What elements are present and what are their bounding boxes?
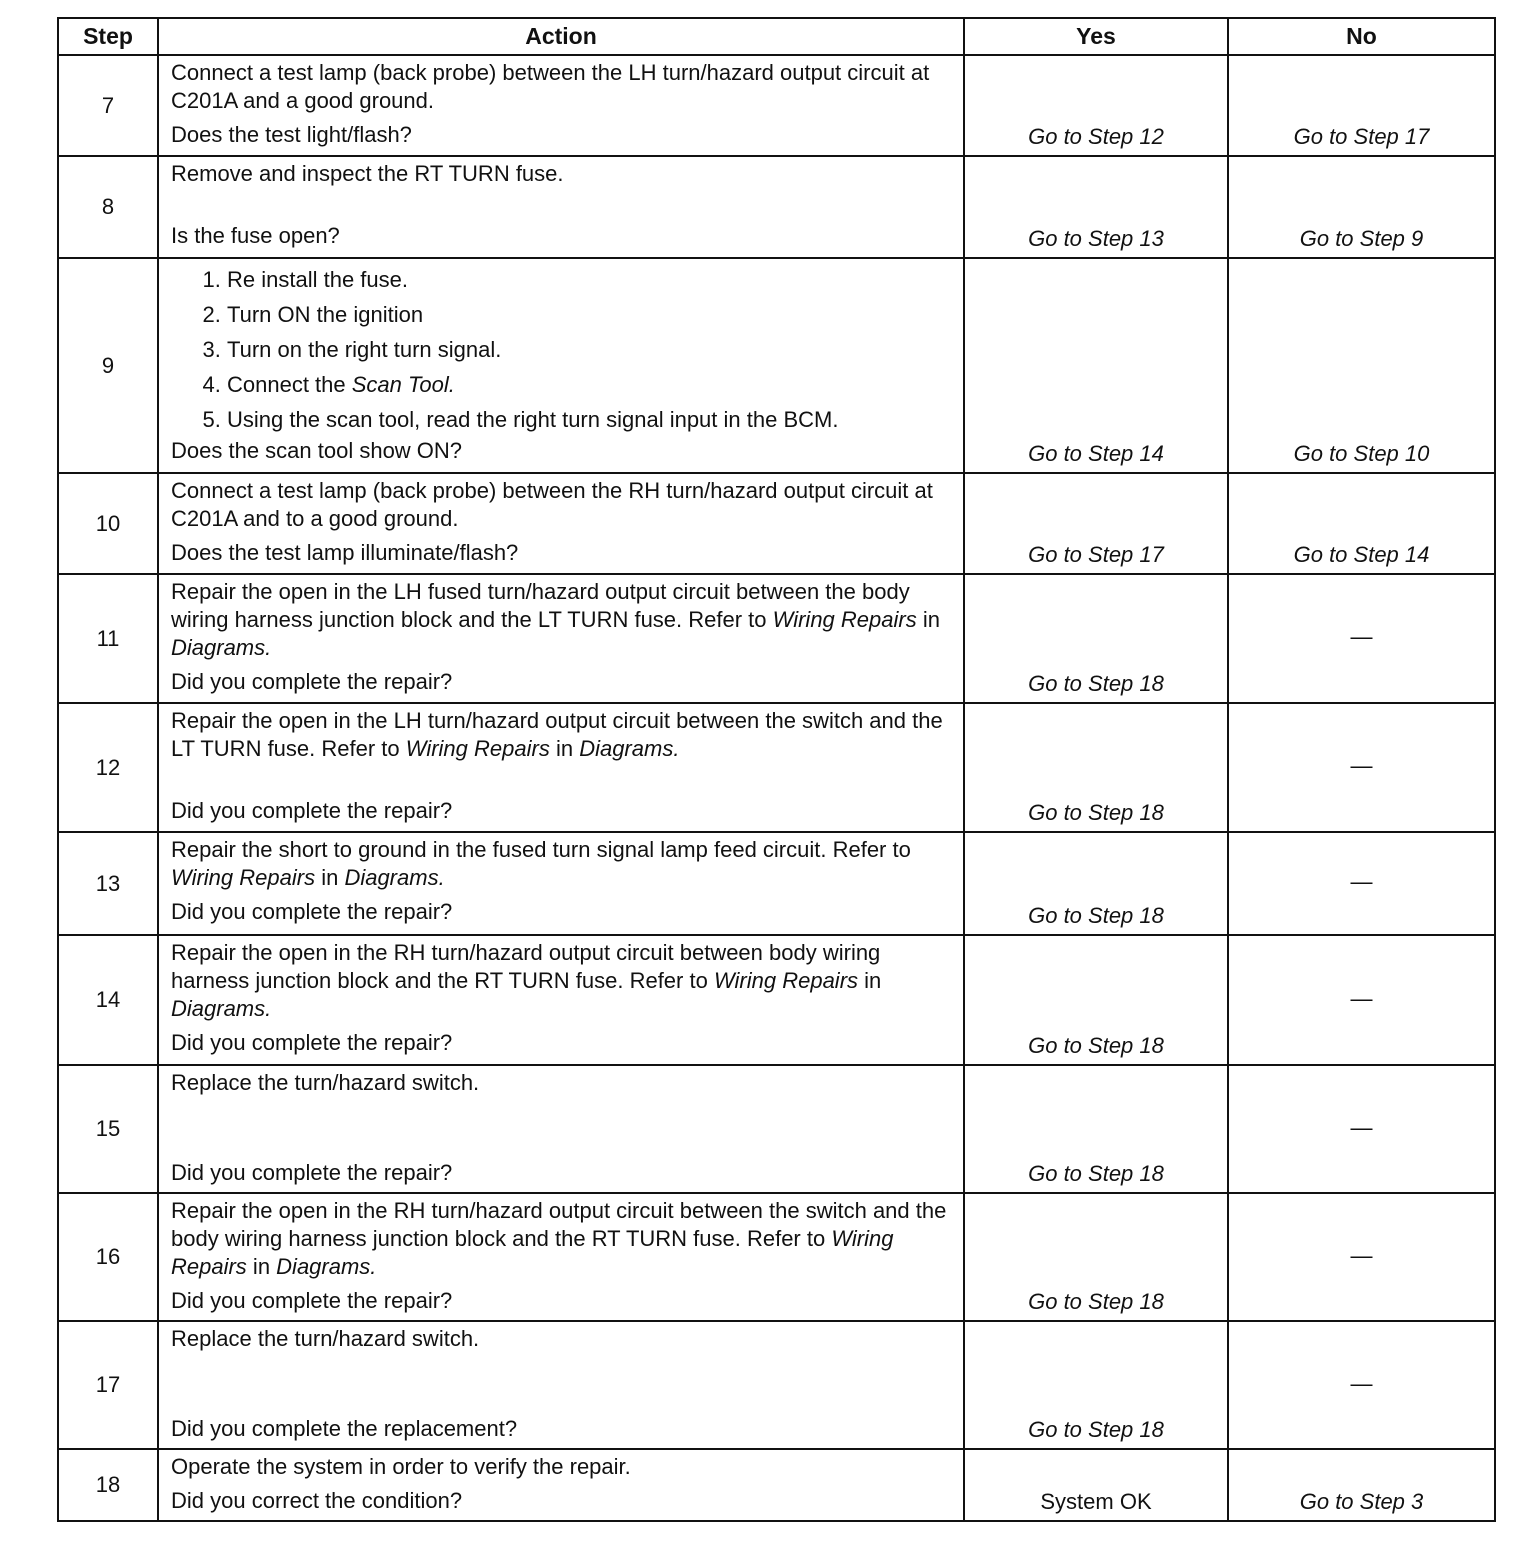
no-outcome: — [1228, 703, 1495, 832]
question-text: Did you complete the repair? [171, 669, 453, 694]
action-cell [158, 935, 964, 1065]
step-number: 8 [58, 156, 158, 258]
list-item: 2. Turn ON the ignition [227, 297, 953, 332]
step-number: 12 [58, 703, 158, 832]
action-cell [158, 832, 964, 935]
table-row [58, 55, 1495, 156]
table-row [58, 1321, 1495, 1449]
step-number: 7 [58, 55, 158, 156]
action-cell [158, 1065, 964, 1193]
step-number: 11 [58, 574, 158, 703]
question-text: Did you complete the repair? [171, 899, 453, 924]
question-text: Did you complete the repair? [171, 1030, 453, 1055]
wiring-repairs-ref: Wiring Repairs [772, 607, 917, 632]
diagnostic-table [57, 17, 1496, 1522]
ref-joiner: in [916, 607, 940, 632]
ref-joiner: in [858, 968, 882, 993]
question-text: Did you correct the condition? [171, 1488, 463, 1513]
table-row [58, 703, 1495, 832]
question-text: Did you complete the repair? [171, 798, 453, 823]
list-item: 3. Turn on the right turn signal. [227, 332, 953, 367]
no-outcome: — [1228, 832, 1495, 935]
action-cell [158, 258, 964, 473]
yes-outcome: System OK [964, 1449, 1228, 1521]
yes-outcome: Go to Step 18 [964, 832, 1228, 935]
yes-outcome: Go to Step 18 [964, 1321, 1228, 1449]
question-text: Does the scan tool show ON? [171, 438, 463, 463]
instruction-text [171, 939, 953, 1023]
step-number: 13 [58, 832, 158, 935]
table-row [58, 935, 1495, 1065]
table-row [58, 156, 1495, 258]
table-row [58, 1449, 1495, 1521]
diagnostic-table-container [57, 17, 1494, 1522]
ref-joiner: in [246, 1254, 277, 1279]
action-cell [158, 574, 964, 703]
instruction-text: Operate the system in order to verify the repair. [171, 1454, 631, 1479]
ref-joiner: in [315, 865, 345, 890]
header-yes: Yes [964, 18, 1228, 55]
step-number: 15 [58, 1065, 158, 1193]
question-text: Did you complete the repair? [171, 1160, 453, 1185]
action-cell [158, 703, 964, 832]
instruction-text: Remove and inspect the RT TURN fuse. [171, 161, 564, 186]
no-outcome: — [1228, 1321, 1495, 1449]
step-number: 18 [58, 1449, 158, 1521]
no-outcome: — [1228, 1065, 1495, 1193]
list-item-text: Connect the [227, 372, 352, 397]
wiring-repairs-ref: Wiring Repairs [713, 968, 859, 993]
step-number: 10 [58, 473, 158, 574]
yes-outcome: Go to Step 17 [964, 473, 1228, 574]
question-text: Is the fuse open? [171, 223, 340, 248]
scan-tool-ref: Scan Tool. [351, 372, 455, 397]
instruction-text: Connect a test lamp (back probe) between the LH turn/hazard output circuit at C201A and a good ground. [171, 60, 930, 113]
header-no: No [1228, 18, 1495, 55]
instruction-body: Repair the open in the LH fused turn/hazard output circuit between the body wiring harness junction block and the LT TURN fuse. Refer to [171, 579, 910, 632]
table-row [58, 473, 1495, 574]
list-item [227, 367, 953, 402]
step-number: 14 [58, 935, 158, 1065]
ref-joiner: in [549, 736, 580, 761]
diagrams-ref: Diagrams. [344, 865, 445, 890]
table-row [58, 258, 1495, 473]
table-row [58, 832, 1495, 935]
no-outcome: Go to Step 3 [1228, 1449, 1495, 1521]
yes-outcome: Go to Step 18 [964, 935, 1228, 1065]
step-number: 16 [58, 1193, 158, 1321]
table-row [58, 1193, 1495, 1321]
no-outcome: — [1228, 1193, 1495, 1321]
action-cell [158, 1321, 964, 1449]
instruction-text: Connect a test lamp (back probe) between the RH turn/hazard output circuit at C201A and to a good ground. [171, 478, 933, 531]
wiring-repairs-ref: Wiring Repairs [171, 1226, 894, 1279]
no-outcome: — [1228, 935, 1495, 1065]
step-number: 9 [58, 258, 158, 473]
no-outcome: Go to Step 10 [1228, 258, 1495, 473]
question-text: Does the test light/flash? [171, 122, 412, 147]
instruction-text [171, 1197, 953, 1281]
table-row [58, 1065, 1495, 1193]
yes-outcome: Go to Step 12 [964, 55, 1228, 156]
yes-outcome: Go to Step 18 [964, 574, 1228, 703]
header-action: Action [158, 18, 964, 55]
no-outcome: — [1228, 574, 1495, 703]
action-cell [158, 55, 964, 156]
question-text: Did you complete the repair? [171, 1288, 453, 1313]
list-item: 5. Using the scan tool, read the right turn signal input in the BCM. [227, 402, 953, 437]
yes-outcome: Go to Step 18 [964, 703, 1228, 832]
diagrams-ref: Diagrams. [171, 996, 272, 1021]
header-step: Step [58, 18, 158, 55]
list-item: 1. Re install the fuse. [227, 262, 953, 297]
question-text: Does the test lamp illuminate/flash? [171, 540, 519, 565]
instruction-body: Repair the open in the LH turn/hazard output circuit between the switch and the LT TURN fuse. Refer to [171, 708, 943, 761]
yes-outcome: Go to Step 18 [964, 1065, 1228, 1193]
action-cell [158, 156, 964, 258]
table-row [58, 574, 1495, 703]
question-text: Did you complete the replacement? [171, 1416, 518, 1441]
instruction-text [171, 707, 953, 763]
instruction-text [171, 578, 953, 662]
action-cell [158, 1193, 964, 1321]
no-outcome: Go to Step 9 [1228, 156, 1495, 258]
instruction-body: Repair the open in the RH turn/hazard output circuit between the switch and the body wiring harness junction block and the RT TURN fuse. Refer to [171, 1198, 947, 1251]
instruction-body: Repair the open in the RH turn/hazard output circuit between body wiring harness junction block and the RT TURN fuse. Refer to [171, 940, 881, 993]
instruction-text [171, 836, 953, 892]
diagrams-ref: Diagrams. [579, 736, 680, 761]
yes-outcome: Go to Step 14 [964, 258, 1228, 473]
no-outcome: Go to Step 17 [1228, 55, 1495, 156]
header-row [58, 18, 1495, 55]
diagrams-ref: Diagrams. [276, 1254, 377, 1279]
instruction-text: Replace the turn/hazard switch. [171, 1326, 480, 1351]
wiring-repairs-ref: Wiring Repairs [405, 736, 550, 761]
step-number: 17 [58, 1321, 158, 1449]
action-cell [158, 1449, 964, 1521]
procedure-list [171, 262, 953, 437]
instruction-body: Repair the short to ground in the fused turn signal lamp feed circuit. Refer to [171, 837, 911, 862]
action-cell [158, 473, 964, 574]
yes-outcome: Go to Step 18 [964, 1193, 1228, 1321]
wiring-repairs-ref: Wiring Repairs [171, 865, 316, 890]
diagrams-ref: Diagrams. [171, 635, 272, 660]
no-outcome: Go to Step 14 [1228, 473, 1495, 574]
yes-outcome: Go to Step 13 [964, 156, 1228, 258]
instruction-text: Replace the turn/hazard switch. [171, 1070, 480, 1095]
